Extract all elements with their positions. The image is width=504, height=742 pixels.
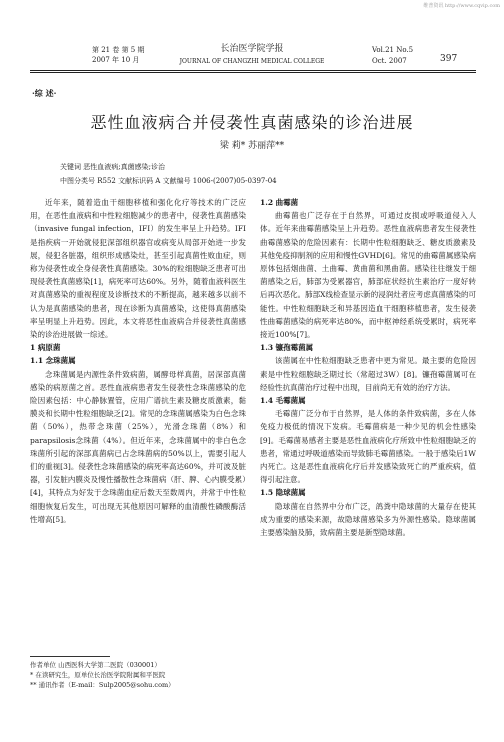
footnotes [30, 660, 175, 690]
watermark: 维普资讯 http://www.cqvip.com [423, 3, 500, 9]
journal-title-cn: 长治医学院学报 [220, 44, 284, 54]
journal-title-en: JOURNAL OF CHANGZHI MEDICAL COLLEGE [179, 58, 325, 65]
paragraph: 近年来，随着造血干细胞移植和强化化疗等技术的广泛应用，在恶性血液病和中性粒细胞减少的患者中，侵袭性真菌感染（invasive fungal infection，IFI）的发生率呈上升趋势。IFI是指疾病一开始就侵犯深部组织器官或病变从局部开始进一步发展，侵犯各脏器，组织形成感染灶，甚至引起真菌性败血症，则称为侵袭性或全身侵袭性真菌感染。30%的粒细胞缺乏患者可出现侵袭性真菌感染[1]，病死率可达60%。另外，随着血液科医生对真菌感染的重视程度及诊断技术的不断提高，越来越多以前不认为是真菌感染的患者，现在诊断为真菌感染，这使得真菌感染率呈明显上升趋势。因此，本文将恶性血液病合并侵袭性真菌感染的诊治进展做一综述。 [30, 198, 246, 340]
paragraph: 毛霉菌广泛分布于自然界，是人体的条件致病菌，多在人体免疫力极低的情况下发病。毛霉菌病是一种少见的机会性感染[9]。毛霉菌易感者主要是恶性血液病化疗所致中性粒细胞缺乏的患者，常通过呼吸道感染而导致肺毛霉菌感染。一般于感染后1W内死亡。这是恶性血液病化疗后并发感染致死亡的严重疾病，值得引起注意。 [260, 409, 476, 485]
header-rule-2 [30, 72, 476, 73]
footnote-line: * 在读研究生，原单位长治医学院附属和平医院 [30, 671, 166, 679]
footnote-line: ** 通讯作者（E-mail：Sulp2005@sohu.com） [30, 681, 175, 689]
section-label: ·综 述· [32, 88, 57, 98]
section-heading: 1.4 毛霉菌属 [260, 396, 306, 406]
volume-cn: 第 21 卷 第 5 期 [92, 46, 145, 54]
authors: 梁 莉* 苏丽萍** [219, 141, 285, 151]
left-column [30, 196, 246, 526]
footnote-line: 作者单位 山西医科大学第二医院（030001） [30, 661, 161, 669]
page-number: 397 [440, 54, 458, 64]
section-heading: 1.1 念珠菌属 [30, 356, 76, 366]
footnote-rule [30, 656, 110, 657]
section-heading: 1.5 隐球菌属 [260, 488, 306, 498]
paragraph: 隐球菌在自然界中分布广泛，鸽粪中隐球菌的大量存在使其成为重要的感染来源，故隐球菌感染多为外源性感染。隐球菌属主要感染脑及肺，致病菌主要是新型隐球菌。 [260, 501, 476, 538]
date-en: Oct. 2007 [372, 57, 407, 65]
article-title: 恶性血液病合并侵袭性真菌感染的诊治进展 [90, 113, 414, 132]
section-heading: 1.2 曲霉菌 [260, 198, 299, 207]
section-heading: 1.3 镰孢霉菌属 [260, 343, 314, 353]
date-cn: 2007 年 10 月 [92, 56, 140, 64]
header-rule [30, 70, 476, 71]
section-heading: 1 病原菌 [30, 343, 61, 353]
right-column [260, 196, 476, 539]
paragraph: 念珠菌属是内源性条件致病菌，属酵母样真菌，居深部真菌感染的病原菌之首。恶性血液病患者发生侵袭性念珠菌感染的危险因素包括：中心静脉置管，应用广谱抗生素及糖皮质激素，黏膜炎和长期中性粒细胞缺乏[2]。常见的念珠菌属感染为白色念珠菌（50%），热带念珠菌（25%），光滑念珠菌（8%）和parapsilosis念珠菌（4%）。但近年来，念珠菌属中的非白色念珠菌所引起的深部真菌病已占念珠菌病的50%以上，需要引起人们的重视[3]。侵袭性念珠菌感染的病死率高达60%，并可波及脏器，引发脏内膜炎及慢性播散性念珠菌病（肝、脾、心内膜受累）[4]，其特点为好发于念珠菌血症后数天至数周内，并常于中性粒细胞恢复后发生，可出现无其他原因可解释的血清酸性磷酸酶活性增高[5]。 [30, 369, 246, 524]
paragraph: 曲霉菌也广泛存在于自然界，可通过皮损或呼吸道侵入人体。近年来曲霉菌感染呈上升趋势。恶性血液病患者发生侵袭性曲霉菌感染的危险因素有：长期中性粒细胞缺乏、糖皮质激素及其他免疫抑制剂的应用和慢性GVHD[6]。常见的曲霉菌属感染病原体包括烟曲菌、土曲霉、黄曲菌和黑曲菌。感染往往继发于细菌感染之后，肺部为受累器官，肺部症状经抗生素治疗一度好转后再次恶化。肺部X线检查显示新的浸润灶者应考虑真菌感染的可能性。中性粒细胞缺乏和异基因造血干细胞移植患者，发生侵袭性曲霉菌感染的病死率达80%，而中枢神经系统受累时，病死率接近100%[7]。 [260, 211, 476, 340]
volume-en: Vol.21 No.5 [372, 46, 414, 54]
classification: 中图分类号 R552 文献标识码 A 文献编号 1006-(2007)05-0397-04 [60, 177, 277, 185]
paragraph: 该菌属在中性粒细胞缺乏患者中更为常见。最主要的危险因素是中性粒细胞缺乏期过长（常超过3W）[8]。镰孢霉菌属可在经验性抗真菌治疗过程中出现，目前尚无有效的治疗方法。 [260, 356, 476, 392]
keywords: 关键词 恶性血液病;真菌感染;诊治 [60, 163, 165, 171]
